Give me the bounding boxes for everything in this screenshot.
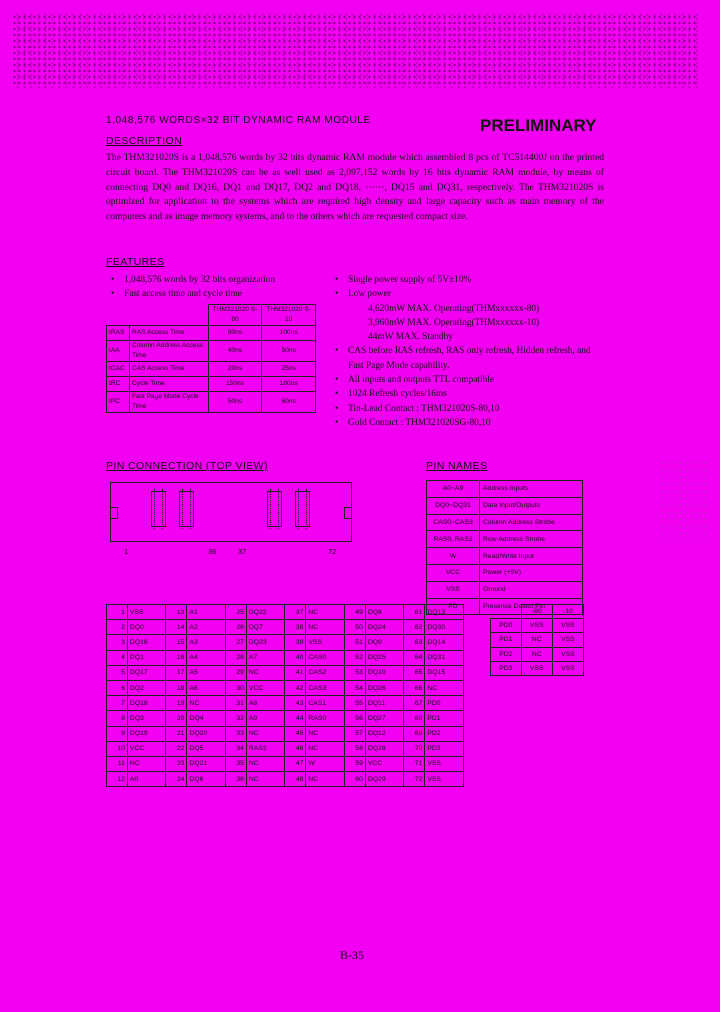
pin-signal: DQ6: [187, 772, 226, 787]
pin-row: [107, 605, 464, 620]
spec-symbol: tAA: [107, 341, 130, 362]
pin-signal: NC: [425, 680, 464, 695]
pin-number: 21: [166, 726, 187, 741]
pin-signal: DQ3: [127, 711, 166, 726]
pin-number: 32: [225, 711, 246, 726]
pd-value: NC: [521, 633, 552, 647]
col-header-10: THM321020 S-10: [262, 305, 316, 326]
pin-number: 26: [225, 620, 246, 635]
spec-row: [107, 392, 316, 413]
description-heading: DESCRIPTION: [106, 135, 183, 147]
pin-row: [107, 756, 464, 771]
pd-row: [491, 619, 584, 633]
pin-signal: NC: [246, 772, 285, 787]
pin-signal: DQ19: [127, 726, 166, 741]
pin-signal: A7: [246, 650, 285, 665]
pin-number: 34: [225, 741, 246, 756]
spec-row: [107, 362, 316, 377]
spec-row: [107, 377, 316, 392]
pin-number: 27: [225, 635, 246, 650]
preliminary-badge: PRELIMINARY: [480, 116, 597, 135]
spec-row: [107, 341, 316, 362]
pin-number: 56: [344, 711, 365, 726]
pd-header: [491, 605, 522, 619]
pin-signal: NC: [246, 756, 285, 771]
pin-number: 66: [404, 680, 425, 695]
pin-row: [107, 635, 464, 650]
pin-symbol: PD: [427, 598, 480, 615]
spec-value-80: 80ns: [208, 326, 262, 341]
pin-number: 57: [344, 726, 365, 741]
pin-name-row: [427, 548, 583, 565]
pin-signal: RAS0: [306, 711, 345, 726]
pin-number: 22: [166, 741, 187, 756]
pin-signal: CAS3: [306, 680, 345, 695]
pin-label-36: 36: [208, 547, 217, 556]
pd-header-row: [491, 605, 584, 619]
pin-signal: VCC: [365, 756, 404, 771]
pin-number: 12: [107, 772, 128, 787]
pd-row: [491, 661, 584, 675]
features-right-list: [330, 273, 604, 430]
pd-header: -10: [552, 605, 583, 619]
feature-item: • Low power: [330, 287, 604, 301]
pin-signal: VCC: [127, 741, 166, 756]
feature-item: 3,960mW MAX. Operating(THMxxxxxx-10): [368, 317, 540, 328]
page-number: B-35: [340, 948, 364, 962]
pin-signal: DQ22: [246, 605, 285, 620]
pin-number: 5: [107, 665, 128, 680]
pin-signal: NC: [306, 741, 345, 756]
pd-value: VSS: [521, 661, 552, 675]
pin-name-row: [427, 531, 583, 548]
pd-pin: PD3: [491, 661, 522, 675]
pin-number: 65: [404, 665, 425, 680]
pin-signal: NC: [246, 665, 285, 680]
pin-signal: VSS: [127, 605, 166, 620]
pd-header: -80: [521, 605, 552, 619]
pin-signal: A8: [246, 696, 285, 711]
pin-number: 68: [404, 711, 425, 726]
pin-signal: DQ9: [365, 635, 404, 650]
feature-item: • Single power supply of 5V±10%: [330, 273, 604, 287]
feature-item: 44mW MAX. Standby: [368, 332, 453, 343]
pin-signal: VSS: [425, 756, 464, 771]
pin-number: 18: [166, 680, 187, 695]
feature-item: 4,620mW MAX. Operating(THMxxxxxx-80): [368, 303, 540, 314]
spec-parameter: Cycle Time: [130, 377, 209, 392]
pin-number: 4: [107, 650, 128, 665]
pin-signal: DQ12: [365, 726, 404, 741]
pin-signal: VSS: [425, 772, 464, 787]
pin-signal: DQ20: [187, 726, 226, 741]
timing-spec-table: [106, 304, 316, 413]
pin-number: 48: [285, 772, 306, 787]
pin-number: 35: [225, 756, 246, 771]
pin-number: 9: [107, 726, 128, 741]
page-title: 1,048,576 WORDS×32 BIT DYNAMIC RAM MODULE: [106, 115, 371, 126]
pin-row: [107, 741, 464, 756]
pin-signal: A3: [187, 635, 226, 650]
pin-symbol: CAS0~CAS3: [427, 514, 480, 531]
pin-assignment-table: [106, 604, 464, 787]
pin-number: 1: [107, 605, 128, 620]
pin-symbol: A0~A9: [427, 481, 480, 498]
pin-row: [107, 665, 464, 680]
pin-number: 46: [285, 741, 306, 756]
pin-signal: DQ8: [365, 605, 404, 620]
pin-signal: NC: [187, 696, 226, 711]
dram-chip: [295, 491, 310, 527]
pin-number: 51: [344, 635, 365, 650]
pin-signal: NC: [306, 620, 345, 635]
spec-parameter: RAS Access Time: [130, 326, 209, 341]
pin-symbol: VCC: [427, 564, 480, 581]
pin-function: Column Address Strobe: [480, 514, 583, 531]
features-left-list: [106, 273, 336, 302]
pin-signal: VSS: [306, 635, 345, 650]
pin-signal: DQ30: [425, 620, 464, 635]
spec-parameter: Fast Page Mode Cycle Time: [130, 392, 209, 413]
dram-chip: [151, 491, 166, 527]
spec-value-10: 50ns: [262, 341, 316, 362]
pin-number: 44: [285, 711, 306, 726]
pin-name-row: [427, 564, 583, 581]
pin-signal: DQ26: [365, 680, 404, 695]
pin-signal: DQ16: [127, 635, 166, 650]
spec-symbol: tPC: [107, 392, 130, 413]
feature-item: • Fast access time and cycle time: [106, 287, 336, 301]
pin-number: 58: [344, 741, 365, 756]
pin-number: 16: [166, 650, 187, 665]
pin-signal: DQ10: [365, 665, 404, 680]
spec-value-10: 180ns: [262, 377, 316, 392]
pin-name-row: [427, 581, 583, 598]
pin-number: 45: [285, 726, 306, 741]
pd-value: VSS: [552, 633, 583, 647]
pin-symbol: RAS0, RAS2: [427, 531, 480, 548]
pin-signal: DQ1: [127, 650, 166, 665]
features-heading: FEATURES: [106, 256, 165, 268]
pin-function: Read/Write Input: [480, 548, 583, 565]
dram-chip: [179, 491, 194, 527]
pin-signal: DQ18: [127, 696, 166, 711]
pin-number: 3: [107, 635, 128, 650]
pin-signal: PD3: [425, 741, 464, 756]
pin-number: 63: [404, 635, 425, 650]
description-text: The THM321020S is a 1,048,576 words by 32 bits dynamic RAM module which assembled 8 pcs of TC514400J on the printed circuit board. The THM321020S can be as well used as 2,097,152 words by 16 bits dynamic RAM module, by means of connecting DQ0 and DQ16, DQ1 and DQ17, DQ2 and DQ18, ······, DQ15 and DQ31, respectively. The THM321020S is optimized for application to the systems which are required high density and large capacity such as main memory of the computers and as image memory systems, and to the others which are requested compact size.: [106, 152, 604, 223]
pin-number: 6: [107, 680, 128, 695]
pin-label-37: 37: [238, 547, 247, 556]
pin-number: 20: [166, 711, 187, 726]
pin-symbol: W: [427, 548, 480, 565]
pin-number: 40: [285, 650, 306, 665]
pin-number: 62: [404, 620, 425, 635]
pin-signal: W: [306, 756, 345, 771]
pin-signal: A0: [127, 772, 166, 787]
pin-signal: RAS2: [246, 741, 285, 756]
pd-row: [491, 647, 584, 661]
pin-signal: A2: [187, 620, 226, 635]
pin-row: [107, 726, 464, 741]
pin-signal: DQ17: [127, 665, 166, 680]
pin-number: 55: [344, 696, 365, 711]
pin-number: 37: [285, 605, 306, 620]
feature-item: • 1,048,576 words by 32 bits organization: [106, 273, 336, 287]
module-notch-left: [110, 507, 118, 519]
pin-signal: DQ14: [425, 635, 464, 650]
pin-signal: A1: [187, 605, 226, 620]
pin-function: Presence Detect Pin: [480, 598, 583, 615]
pin-number: 33: [225, 726, 246, 741]
pin-number: 60: [344, 772, 365, 787]
pin-name-row: [427, 514, 583, 531]
pin-function: Row Address Strobe: [480, 531, 583, 548]
pin-signal: DQ0: [127, 620, 166, 635]
pin-number: 38: [285, 620, 306, 635]
pin-number: 50: [344, 620, 365, 635]
pin-function: Ground: [480, 581, 583, 598]
scan-noise-band: [12, 14, 698, 88]
pin-signal: PD1: [425, 711, 464, 726]
pd-pin: PD0: [491, 619, 522, 633]
pin-row: [107, 711, 464, 726]
spec-value-80: 20ns: [208, 362, 262, 377]
pin-number: 41: [285, 665, 306, 680]
pin-signal: PD0: [425, 696, 464, 711]
pin-number: 70: [404, 741, 425, 756]
feature-item: • 1024 Refresh cycles/16ms: [330, 387, 604, 401]
spec-row: [107, 326, 316, 341]
pd-pin: PD1: [491, 633, 522, 647]
pin-label-72: 72: [328, 547, 337, 556]
pin-signal: NC: [127, 756, 166, 771]
pin-number: 17: [166, 665, 187, 680]
pin-signal: DQ11: [365, 696, 404, 711]
pin-signal: CAS0: [306, 650, 345, 665]
pin-signal: NC: [306, 726, 345, 741]
pin-signal: VCC: [246, 680, 285, 695]
pin-signal: NC: [306, 605, 345, 620]
pin-signal: PD2: [425, 726, 464, 741]
pin-number: 43: [285, 696, 306, 711]
pin-number: 69: [404, 726, 425, 741]
pin-number: 13: [166, 605, 187, 620]
pin-number: 10: [107, 741, 128, 756]
pin-function: Data Input/Outputs: [480, 497, 583, 514]
pin-symbol: VSS: [427, 581, 480, 598]
spec-value-80: 40ns: [208, 341, 262, 362]
feature-item: • All inputs and outputs TTL compatible: [330, 373, 604, 387]
pin-signal: NC: [306, 772, 345, 787]
spec-value-10: 100ns: [262, 326, 316, 341]
presence-detect-table: [490, 604, 584, 676]
pin-number: 15: [166, 635, 187, 650]
pin-connection-heading: PIN CONNECTION (TOP VIEW): [106, 460, 268, 472]
pd-value: VSS: [521, 619, 552, 633]
pin-signal: DQ24: [365, 620, 404, 635]
pin-signal: DQ15: [425, 665, 464, 680]
pin-signal: DQ5: [187, 741, 226, 756]
pin-number: 25: [225, 605, 246, 620]
pin-number: 53: [344, 665, 365, 680]
pin-function: Address Inputs: [480, 481, 583, 498]
pin-signal: A9: [246, 711, 285, 726]
pin-signal: DQ27: [365, 711, 404, 726]
spec-symbol: tRAS: [107, 326, 130, 341]
pin-number: 42: [285, 680, 306, 695]
pin-number: 52: [344, 650, 365, 665]
pin-row: [107, 772, 464, 787]
module-notch-right: [344, 507, 352, 519]
pin-signal: DQ23: [246, 635, 285, 650]
pin-number: 14: [166, 620, 187, 635]
pin-signal: DQ7: [246, 620, 285, 635]
pin-signal: NC: [246, 726, 285, 741]
feature-item: • Gold Contact : THM321020SG-80,10: [330, 416, 604, 430]
pd-value: VSS: [552, 619, 583, 633]
feature-item: • Tin-Lead Contact : THM321020S-80,10: [330, 402, 604, 416]
pin-row: [107, 620, 464, 635]
pd-value: VSS: [552, 647, 583, 661]
pin-number: 39: [285, 635, 306, 650]
pin-number: 72: [404, 772, 425, 787]
pin-name-row: [427, 481, 583, 498]
pin-number: 59: [344, 756, 365, 771]
pin-names-table: [426, 480, 583, 615]
pin-number: 49: [344, 605, 365, 620]
pin-signal: A5: [187, 665, 226, 680]
pin-signal: DQ28: [365, 741, 404, 756]
pd-pin: PD2: [491, 647, 522, 661]
scan-noise-margin: [660, 460, 708, 540]
pin-function: Power (+5V): [480, 564, 583, 581]
pin-number: 36: [225, 772, 246, 787]
pin-number: 8: [107, 711, 128, 726]
pin-signal: CAS1: [306, 696, 345, 711]
pin-number: 19: [166, 696, 187, 711]
pin-number: 7: [107, 696, 128, 711]
dram-chip: [267, 491, 282, 527]
pin-row: [107, 696, 464, 711]
pin-signal: A4: [187, 650, 226, 665]
module-diagram: [110, 482, 352, 542]
pin-label-1: 1: [124, 547, 129, 556]
pin-signal: DQ31: [425, 650, 464, 665]
pin-number: 61: [404, 605, 425, 620]
pin-number: 30: [225, 680, 246, 695]
pin-number: 71: [404, 756, 425, 771]
pin-number: 11: [107, 756, 128, 771]
feature-item: • CAS before RAS refresh, RAS only refresh, Hidden refresh, and Fast Page Mode capability.: [330, 344, 604, 373]
pin-signal: DQ13: [425, 605, 464, 620]
pd-value: VSS: [552, 661, 583, 675]
pin-signal: DQ29: [365, 772, 404, 787]
pin-signal: DQ4: [187, 711, 226, 726]
col-header-80: THM321020 S-80: [208, 305, 262, 326]
pin-number: 31: [225, 696, 246, 711]
pin-names-heading: PIN NAMES: [426, 460, 488, 472]
pin-signal: DQ21: [187, 756, 226, 771]
pd-value: NC: [521, 647, 552, 661]
spec-symbol: tCAC: [107, 362, 130, 377]
spec-value-80: 50ns: [208, 392, 262, 413]
pin-row: [107, 680, 464, 695]
spec-parameter: Column Address Access Time: [130, 341, 209, 362]
pin-number: 24: [166, 772, 187, 787]
pin-number: 64: [404, 650, 425, 665]
pin-number: 29: [225, 665, 246, 680]
pin-symbol: DQ0~DQ31: [427, 497, 480, 514]
spec-symbol: tRC: [107, 377, 130, 392]
pin-signal: CAS2: [306, 665, 345, 680]
pin-row: [107, 650, 464, 665]
pin-number: 28: [225, 650, 246, 665]
pd-row: [491, 633, 584, 647]
pin-name-row: [427, 497, 583, 514]
pin-signal: A6: [187, 680, 226, 695]
pin-signal: DQ2: [127, 680, 166, 695]
pin-number: 67: [404, 696, 425, 711]
pin-number: 2: [107, 620, 128, 635]
pin-number: 47: [285, 756, 306, 771]
spec-parameter: CAS Access Time: [130, 362, 209, 377]
pin-number: 23: [166, 756, 187, 771]
spec-value-10: 60ns: [262, 392, 316, 413]
pin-number: 54: [344, 680, 365, 695]
spec-value-10: 25ns: [262, 362, 316, 377]
spec-value-80: 150ns: [208, 377, 262, 392]
spec-header-row: [107, 305, 316, 326]
pin-signal: DQ25: [365, 650, 404, 665]
